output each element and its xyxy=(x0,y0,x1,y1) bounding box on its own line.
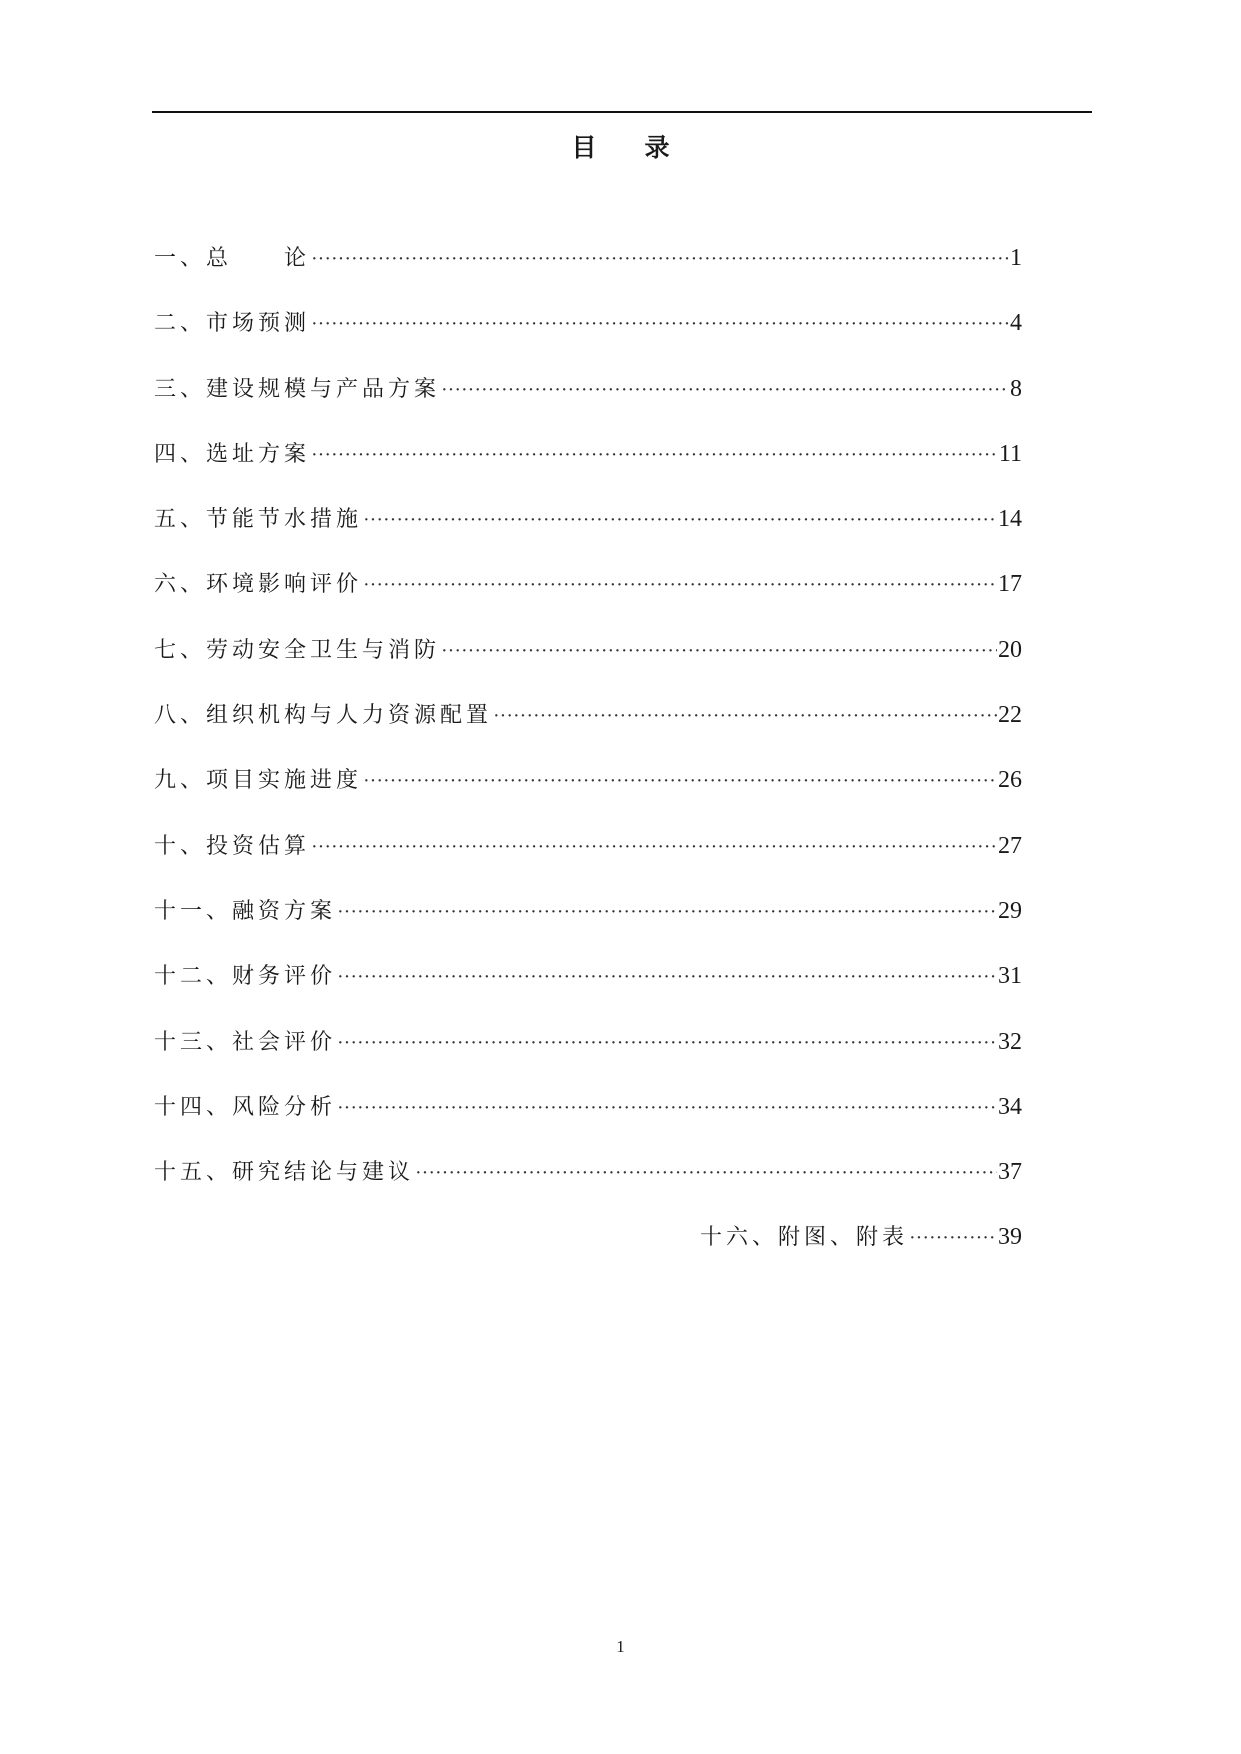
toc-entry[interactable] xyxy=(154,307,1022,372)
toc-dot-leader xyxy=(311,439,998,471)
toc-dot-leader xyxy=(337,961,997,993)
toc-entry-page: 37 xyxy=(998,1159,1022,1186)
toc-entry-page: 32 xyxy=(998,1028,1022,1055)
toc-entry-label: 十一、融资方案 xyxy=(154,898,337,924)
toc-entry-label: 一、总 论 xyxy=(154,246,311,271)
toc-entry-page: 26 xyxy=(998,767,1022,794)
toc-entry[interactable] xyxy=(154,1026,1022,1091)
toc-entry-label: 十三、社会评价 xyxy=(154,1029,337,1055)
toc-dot-leader xyxy=(337,1092,997,1124)
toc-entry-page: 1 xyxy=(1010,245,1022,271)
toc-dot-leader xyxy=(415,1157,997,1189)
toc-entry-label: 十六、附图、附表 xyxy=(699,1225,908,1251)
toc-entry[interactable] xyxy=(154,438,1022,503)
toc-entry-page: 29 xyxy=(998,897,1022,924)
toc-dot-leader xyxy=(909,1222,997,1254)
toc-entry-page: 8 xyxy=(1010,375,1022,402)
toc-entry[interactable] xyxy=(154,503,1022,568)
toc-entry-page: 22 xyxy=(998,702,1022,729)
toc-entry-label: 二、市场预测 xyxy=(154,311,311,337)
toc-entry-page: 31 xyxy=(998,963,1022,990)
toc-entry[interactable] xyxy=(154,242,1022,307)
toc-entry-label: 四、选址方案 xyxy=(154,441,311,467)
toc-entry-label: 三、建设规模与产品方案 xyxy=(154,376,441,402)
toc-dot-leader xyxy=(441,374,1009,406)
toc-entry-page: 27 xyxy=(998,832,1022,859)
toc-entry-label: 十五、研究结论与建议 xyxy=(154,1160,415,1186)
toc-entry[interactable] xyxy=(154,1156,1022,1221)
toc-entry-label: 五、节能节水措施 xyxy=(154,507,363,533)
page-title: 目录 xyxy=(571,133,718,162)
toc-entry-page: 20 xyxy=(998,636,1022,663)
toc-entry-label: 十四、风险分析 xyxy=(154,1094,337,1120)
toc-entry[interactable] xyxy=(154,830,1022,895)
toc-entry-label: 八、组织机构与人力资源配置 xyxy=(154,703,493,729)
toc-dot-leader xyxy=(493,700,997,732)
toc-dot-leader xyxy=(311,308,1009,340)
toc-dot-leader xyxy=(441,635,997,667)
toc-entry[interactable] xyxy=(154,764,1022,829)
toc-dot-leader xyxy=(337,896,997,928)
toc-entry[interactable] xyxy=(154,1091,1022,1156)
page-number: 1 xyxy=(616,1637,625,1656)
toc-dot-leader xyxy=(363,504,997,536)
toc-entry-page: 11 xyxy=(998,440,1022,467)
toc-entry-page: 17 xyxy=(998,571,1022,598)
toc-entry-label: 九、项目实施进度 xyxy=(154,768,363,794)
toc-entry[interactable] xyxy=(154,960,1022,1025)
toc-entry[interactable] xyxy=(154,634,1022,699)
toc-entry-page: 14 xyxy=(998,506,1022,533)
toc-entry-page: 34 xyxy=(998,1093,1022,1120)
toc-entry[interactable] xyxy=(154,568,1022,633)
toc-dot-leader xyxy=(337,1027,997,1059)
toc-entry-label: 七、劳动安全卫生与消防 xyxy=(154,637,441,663)
toc-dot-leader xyxy=(311,243,1009,275)
table-of-contents xyxy=(154,242,1022,1287)
toc-dot-leader xyxy=(363,569,997,601)
toc-entry-label: 六、环境影响评价 xyxy=(154,572,363,598)
toc-entry[interactable] xyxy=(154,373,1022,438)
toc-entry-page: 4 xyxy=(1010,310,1022,337)
toc-dot-leader xyxy=(363,765,997,797)
toc-entry[interactable] xyxy=(154,699,1022,764)
toc-entry-label: 十、投资估算 xyxy=(154,833,311,859)
header-rule xyxy=(152,111,1092,113)
toc-entry[interactable] xyxy=(154,1221,1022,1286)
toc-dot-leader xyxy=(311,831,997,863)
toc-entry-page: 39 xyxy=(998,1224,1022,1251)
toc-entry[interactable] xyxy=(154,895,1022,960)
toc-entry-label: 十二、财务评价 xyxy=(154,964,337,990)
